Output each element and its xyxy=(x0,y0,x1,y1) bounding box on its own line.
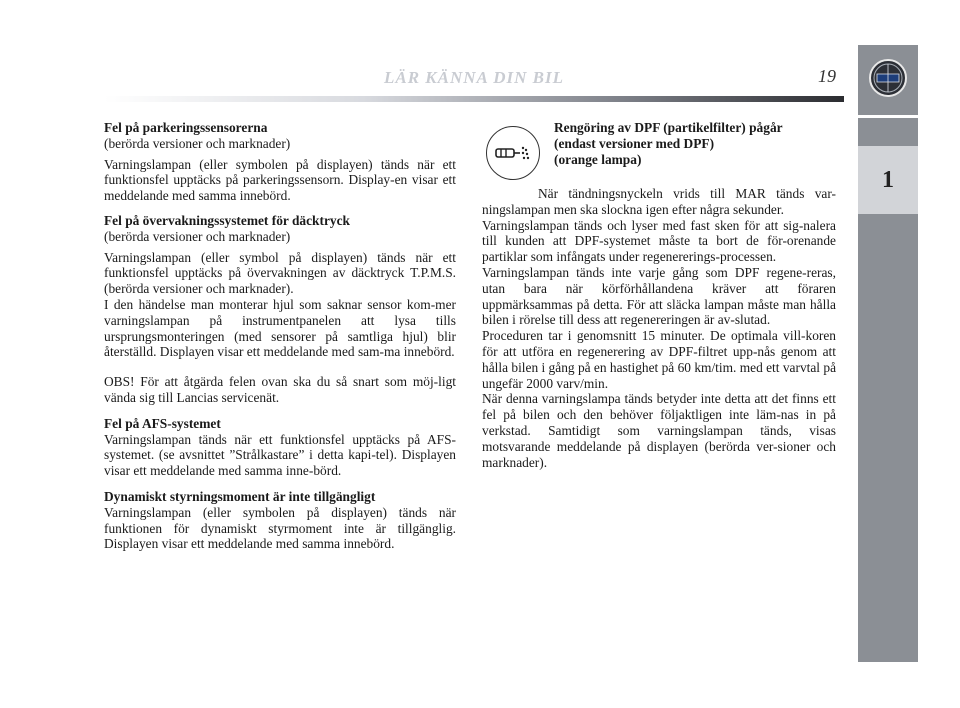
chapter-number: 1 xyxy=(882,166,894,193)
section-heading: Fel på AFS-systemet xyxy=(104,415,221,431)
body-paragraph: När denna varningslampa tänds betyder inte detta att det finns ett fel på bilen och den behöver följaktligen inte läm-nas in på verkstad. Samtidigt som varningslampan tänds, visas motsvarande meddelande på displayen (berörda ver-sioner och marknader). xyxy=(482,391,836,470)
section-subheading: (berörda versioner och marknader) xyxy=(104,228,291,244)
left-column xyxy=(104,120,456,552)
right-column xyxy=(482,120,836,470)
dpf-title xyxy=(554,120,783,180)
dpf-title-line: (endast versioner med DPF) xyxy=(554,135,715,151)
chapter-tab[interactable] xyxy=(858,146,918,214)
body-paragraph: Varningslampan (eller symbol på displayen) tänds när ett funktionsfel upptäcks på övervakningen av däcktryck T.P.M.S. (berörda versioner och marknader). xyxy=(104,249,456,297)
section-heading: Dynamiskt styrningsmoment är inte tillgängligt xyxy=(104,488,376,504)
page-number: 19 xyxy=(818,66,836,86)
header-rule xyxy=(104,96,844,102)
body-paragraph: I den händelse man monterar hjul som saknar sensor kom-mer varningslampan på instrumentpanelen att lysa tills ursprungsmonteringen (med sensorer på samtliga hjul) blir återställd. Displayen visar ett meddelande med sam-ma innebörd. xyxy=(104,296,456,360)
body-paragraph: Proceduren tar i genomsnitt 15 minuter. De optimala vill-koren för att utföra en regenerering av DPF-filtret upp-nås genom att hålla bilen i gång på en hastighet på 60 km/tim. med ett varvtal på ungefär 2000 varv/min. xyxy=(482,328,837,391)
dpf-header xyxy=(482,120,836,180)
dpf-title-line: (orange lampa) xyxy=(554,151,642,167)
section-heading: Fel på övervakningssystemet för däcktryck xyxy=(104,212,350,228)
note-paragraph: OBS! För att åtgärda felen ovan ska du så snart som möj-ligt vända sig till Lancias servicenät. xyxy=(104,374,456,405)
lancia-logo-icon xyxy=(868,58,908,103)
section-heading: Fel på parkeringssensorerna xyxy=(104,120,268,135)
dpf-title-line: Rengöring av DPF (partikelfilter) pågår xyxy=(554,120,783,135)
dpf-exhaust-icon xyxy=(486,126,540,180)
sidebar-logo-box xyxy=(858,45,918,115)
lead-paragraph: När tändningsnyckeln vrids till MAR tänds var-ningslampan men ska slockna igen efter några sekunder. xyxy=(482,186,836,217)
running-header-title: LÄR KÄNNA DIN BIL xyxy=(384,68,564,87)
body-paragraph: Varningslampan tänds när ett funktionsfel upptäcks på AFS-systemet. (se avsnittet ”Strålkastare” i detta kapi-tel). Displayen visar ett meddelande med samma inne-börd. xyxy=(104,431,456,479)
section-subheading: (berörda versioner och marknader) xyxy=(104,135,291,151)
body-paragraph: Varningslampan (eller symbolen på displayen) tänds när ett funktionsfel upptäcks på parkeringssensorn. Display-en visar ett meddelande med samma innebörd. xyxy=(104,156,456,204)
chapter-sidebar xyxy=(858,45,918,662)
sidebar-separator xyxy=(858,115,918,118)
body-paragraph: Varningslampan tänds inte varje gång som DPF regene-reras, utan bara när körförhållandena kräver att föraren uppmärksammas på detta. För att släcka lampan måste man hålla bilen i rörelse till dess att regenereringen är av-slutad. xyxy=(482,264,836,328)
paragraph-gap xyxy=(104,360,456,374)
body-paragraph: Varningslampan tänds och lyser med fast sken för att sig-nalera till kunden att DPF-systemet måste ta bort de för-orenande partiklar som infångats under regenererings-processen. xyxy=(482,217,836,265)
body-paragraph: Varningslampan (eller symbolen på displayen) tänds när funktionen för dynamiskt styrmoment inte är tillgänglig. Displayen visar ett meddelande med samma innebörd. xyxy=(104,504,456,552)
